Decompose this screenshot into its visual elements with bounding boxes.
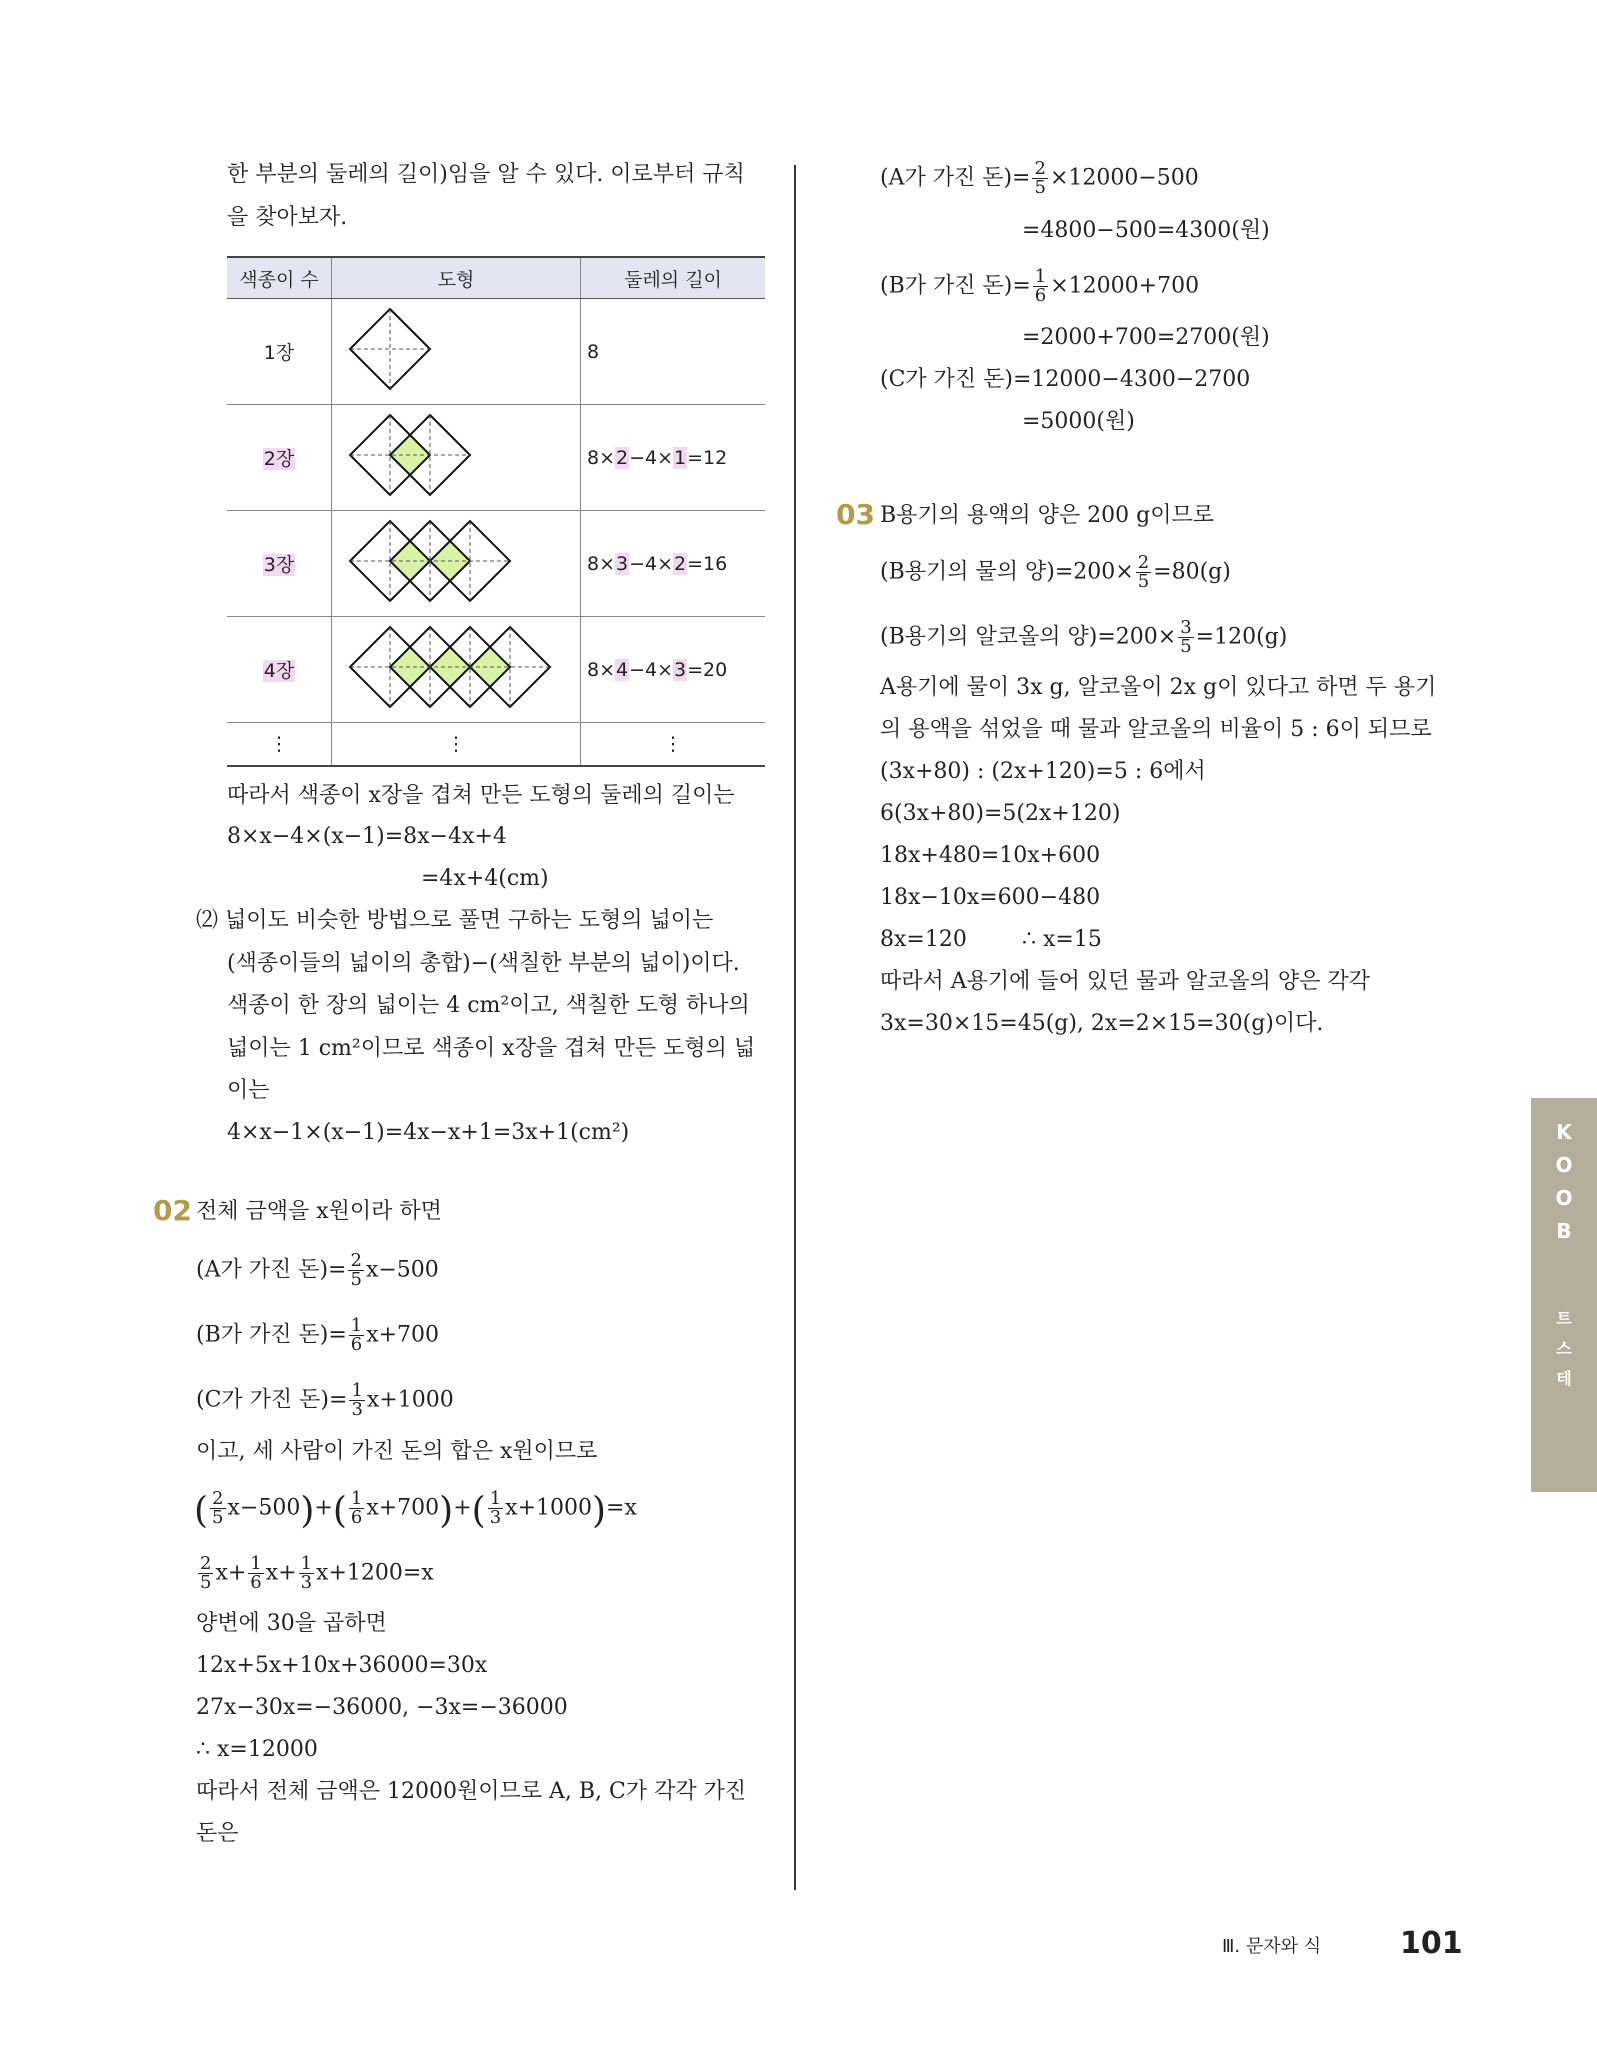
equation-line	[880, 268, 1199, 305]
table-row	[227, 299, 765, 405]
equation-line: (C가 가진 돈)=12000−4300−2700	[880, 367, 1251, 392]
equation-line: 3x=30×15=45(g), 2x=2×15=30(g)이다.	[880, 1011, 1324, 1036]
ellipsis-cell: ⋮	[227, 723, 332, 767]
equation-line	[880, 554, 1231, 591]
expr-part: x−500	[365, 1257, 439, 1283]
expr-part: x+	[265, 1560, 297, 1586]
tab-letter: 스	[1556, 1339, 1572, 1358]
column-divider	[794, 165, 796, 1890]
text-line: 한 부분의 둘레의 길이)임을 알 수 있다. 이로부터 규칙	[227, 162, 745, 187]
equation-line	[196, 1555, 434, 1592]
denominator: 6	[250, 1572, 262, 1593]
paren: )	[592, 1490, 607, 1532]
fraction	[1136, 554, 1151, 591]
numerator: 2	[1034, 158, 1046, 179]
one-sheet-figure	[332, 299, 580, 399]
tab-letter: 트	[1556, 1309, 1572, 1328]
perimeter-cell	[581, 405, 766, 511]
equation-line: ( $\frac{2}{5}$ x−500)+( $\frac{1}{6}$ x+700)+( $\frac{1}{3}$ x+1000)=x	[194, 1488, 637, 1532]
three-sheet-figure	[332, 511, 580, 611]
text-line: 이고, 세 사람이 가진 돈의 합은 x원이므로	[196, 1439, 598, 1464]
text-line: A용기에 물이 3x g, 알코올이 2x g이 있다고 하면 두 용기	[880, 675, 1437, 700]
equation-line: 4×x−1×(x−1)=4x−x+1=3x+1(cm²)	[227, 1120, 630, 1145]
numerator: 1	[300, 1553, 313, 1574]
shape-cell	[332, 617, 581, 723]
paren: )	[439, 1490, 454, 1532]
denominator: 3	[300, 1572, 313, 1593]
calc-part: 8×	[587, 658, 616, 681]
question-number: 02	[153, 1194, 192, 1227]
numerator: 1	[350, 1315, 363, 1336]
fraction	[349, 1490, 364, 1527]
expr-part: =120(g)	[1195, 624, 1288, 650]
text-line: (색종이들의 넓이의 총합)−(색칠한 부분의 넓이)이다.	[227, 951, 740, 976]
paren: (	[194, 1490, 209, 1532]
fraction	[248, 1555, 263, 1592]
chapter-label: Ⅲ. 문자와 식	[1222, 1936, 1322, 1957]
four-sheet-figure	[332, 617, 580, 717]
calc-highlight: 1	[674, 446, 687, 469]
question-number: 03	[836, 498, 875, 531]
text-line: 을 찾아보자.	[227, 205, 348, 230]
fraction	[349, 1317, 364, 1354]
fraction	[1178, 619, 1193, 656]
numerator: 1	[350, 1488, 363, 1509]
expr-part: (B용기의 알코올의 양)=200×	[880, 624, 1177, 650]
equation-line: =4800−500=4300(원)	[1022, 218, 1270, 243]
calc-part: −4×	[629, 552, 674, 575]
equation-line: 6(3x+80)=5(2x+120)	[880, 801, 1121, 826]
denominator: 3	[489, 1507, 502, 1528]
numerator: 2	[200, 1553, 212, 1574]
expr-part: (B가 가진 돈)=	[880, 273, 1031, 299]
fraction	[1033, 268, 1048, 305]
expr-part: (A가 가진 돈)=	[880, 165, 1031, 191]
count-label: 2장	[263, 448, 295, 470]
denominator: 5	[1180, 636, 1192, 657]
calc-part: −4×	[629, 658, 674, 681]
page-number: 101	[1400, 1926, 1463, 1961]
ellipsis-cell: ⋮	[581, 723, 766, 767]
denominator: 5	[350, 1269, 362, 1290]
fraction	[299, 1555, 314, 1592]
denominator: 6	[350, 1334, 363, 1355]
text-line: 양변에 30을 곱하면	[196, 1611, 387, 1636]
equation-line: =4x+4(cm)	[421, 866, 549, 891]
column-header: 도형	[332, 257, 581, 299]
shape-cell	[332, 299, 581, 405]
text-line: 의 용액을 섞었을 때 물과 알코올의 비율이 5 : 6이 되므로	[880, 717, 1432, 742]
expr-part: x+1000	[366, 1387, 454, 1413]
perimeter-cell	[581, 617, 766, 723]
equation-line: ∴ x=12000	[196, 1737, 318, 1762]
expr-part: (C가 가진 돈)=	[196, 1387, 348, 1413]
denominator: 5	[212, 1507, 224, 1528]
two-sheet-figure	[332, 405, 580, 505]
numerator: 1	[351, 1380, 363, 1401]
text-line: 색종이 한 장의 넓이는 4 cm²이고, 색칠한 도형 하나의	[227, 993, 750, 1018]
table-row	[227, 511, 765, 617]
test-book-side-tab	[1531, 1098, 1597, 1492]
equation-line	[196, 1317, 439, 1354]
calc-part: =16	[687, 552, 728, 575]
equation-line: 8×x−4×(x−1)=8x−4x+4	[227, 824, 507, 849]
text-line: B용기의 용액의 양은 200 g이므로	[880, 503, 1214, 528]
expr-part: x+	[215, 1560, 247, 1586]
tab-letter: O	[1555, 1186, 1573, 1210]
calc-highlight: 2	[674, 552, 687, 575]
count-label: 4장	[263, 660, 295, 682]
equation-line	[196, 1252, 439, 1289]
equation-line: =2000+700=2700(원)	[1022, 325, 1270, 350]
calc-highlight: 4	[616, 658, 629, 681]
text-line: 따라서 전체 금액은 12000원이므로 A, B, C가 각각 가진	[196, 1779, 747, 1804]
text-line: 돈은	[196, 1821, 239, 1846]
calc-highlight: 2	[616, 446, 629, 469]
equation-line	[880, 619, 1287, 656]
fraction	[349, 1382, 364, 1419]
calc-part: =12	[687, 446, 728, 469]
equation-line: 18x+480=10x+600	[880, 843, 1101, 868]
paren: (	[471, 1490, 486, 1532]
table-row	[227, 617, 765, 723]
expr-part: ×12000+700	[1050, 273, 1200, 299]
numerator: 3	[1180, 617, 1192, 638]
table-header-row	[227, 257, 765, 299]
table-row	[227, 723, 765, 767]
text-line: 넓이는 1 cm²이므로 색종이 x장을 겹쳐 만든 도형의 넓	[227, 1036, 756, 1061]
denominator: 3	[351, 1399, 363, 1420]
ellipsis-cell: ⋮	[332, 723, 581, 767]
numerator: 1	[1034, 266, 1047, 287]
table-row	[227, 405, 765, 511]
pattern-table	[227, 256, 765, 767]
paren: )	[300, 1490, 315, 1532]
calc-part: −4×	[629, 446, 674, 469]
count-cell: 1장	[227, 299, 332, 405]
denominator: 5	[1137, 571, 1150, 592]
equation-line: 8x=120	[880, 927, 967, 952]
equation-line	[880, 160, 1199, 197]
perimeter-cell	[581, 511, 766, 617]
numerator: 1	[489, 1488, 502, 1509]
expr-part: (B가 가진 돈)=	[196, 1322, 347, 1348]
numerator: 2	[350, 1250, 362, 1271]
equation-line: (3x+80) : (2x+120)=5 : 6에서	[880, 759, 1206, 784]
calc-part: 8×	[587, 552, 616, 575]
expr-part: =x	[606, 1495, 637, 1521]
denominator: 5	[1034, 177, 1046, 198]
tab-letter: B	[1556, 1219, 1572, 1243]
fraction	[348, 1252, 363, 1289]
count-label: 3장	[263, 554, 295, 576]
fraction	[1032, 160, 1047, 197]
equation-line: 18x−10x=600−480	[880, 885, 1101, 910]
numerator: 1	[250, 1553, 262, 1574]
expr-part: x+700	[366, 1495, 440, 1521]
calc-part: =20	[687, 658, 728, 681]
text-line: 따라서 색종이 x장을 겹쳐 만든 도형의 둘레의 길이는	[227, 783, 735, 808]
count-cell	[227, 617, 332, 723]
equation-line: ∴ x=15	[1022, 927, 1102, 952]
calc-part: 8×	[587, 446, 616, 469]
shape-cell	[332, 511, 581, 617]
column-header: 둘레의 길이	[581, 257, 766, 299]
expr-part: x+1000	[505, 1495, 592, 1521]
fraction	[488, 1490, 503, 1527]
column-header: 색종이 수	[227, 257, 332, 299]
count-cell	[227, 511, 332, 617]
denominator: 6	[350, 1507, 363, 1528]
fraction	[198, 1555, 213, 1592]
perimeter-cell: 8	[581, 299, 766, 405]
text-line: 이는	[227, 1078, 270, 1103]
expr-part: ×12000−500	[1049, 165, 1199, 191]
fraction	[210, 1490, 225, 1527]
text-line: 전체 금액을 x원이라 하면	[196, 1199, 442, 1224]
expr-part: (B용기의 물의 양)=200×	[880, 559, 1134, 585]
tab-letter: O	[1555, 1153, 1573, 1177]
equation-line: 12x+5x+10x+36000=30x	[196, 1653, 488, 1678]
equation-line	[196, 1382, 454, 1419]
count-cell	[227, 405, 332, 511]
shape-cell	[332, 405, 581, 511]
expr-part: x+1200=x	[316, 1560, 434, 1586]
denominator: 6	[1034, 285, 1047, 306]
numerator: 2	[212, 1488, 224, 1509]
expr-part: x+700	[366, 1322, 440, 1348]
equation-line: =5000(원)	[1022, 409, 1135, 434]
expr-part: x−500	[227, 1495, 301, 1521]
expr-part: (A가 가진 돈)=	[196, 1257, 347, 1283]
tab-letter: K	[1556, 1120, 1572, 1144]
text-line: ⑵ 넓이도 비슷한 방법으로 풀면 구하는 도형의 넓이는	[196, 908, 714, 933]
denominator: 5	[200, 1572, 212, 1593]
text-line: 따라서 A용기에 들어 있던 물과 알코올의 양은 각각	[880, 969, 1370, 994]
paren: (	[332, 1490, 347, 1532]
numerator: 2	[1137, 552, 1150, 573]
calc-highlight: 3	[674, 658, 687, 681]
tab-letter: 테	[1556, 1369, 1572, 1388]
equation-line: 27x−30x=−36000, −3x=−36000	[196, 1695, 568, 1720]
expr-part: =80(g)	[1153, 559, 1231, 585]
calc-highlight: 3	[616, 552, 629, 575]
